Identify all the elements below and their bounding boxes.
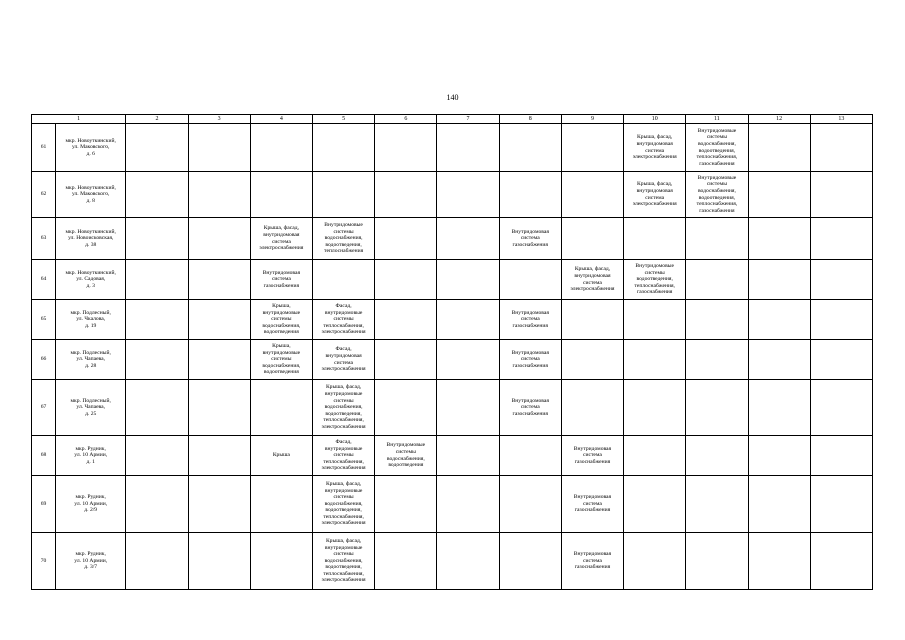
work-cell bbox=[312, 300, 374, 340]
work-cell bbox=[375, 380, 437, 436]
work-cell bbox=[375, 260, 437, 300]
work-cell bbox=[250, 172, 312, 218]
table-row bbox=[32, 476, 873, 533]
work-cell bbox=[250, 218, 312, 260]
work-cell bbox=[561, 436, 623, 476]
column-header: 1 bbox=[32, 115, 126, 124]
column-header: 3 bbox=[188, 115, 250, 124]
column-header: 12 bbox=[748, 115, 810, 124]
work-cell bbox=[686, 436, 748, 476]
address-cell: мкр. Подлесный, ул. Чкалова, д. 19 bbox=[56, 300, 126, 340]
column-header: 8 bbox=[499, 115, 561, 124]
work-cell bbox=[312, 172, 374, 218]
work-cell bbox=[437, 476, 499, 533]
work-cell bbox=[810, 436, 872, 476]
work-cell bbox=[126, 380, 188, 436]
work-cell bbox=[437, 380, 499, 436]
address-cell: мкр. Новоуткинский, ул. Новоисковская, д. 38 bbox=[56, 218, 126, 260]
work-cell bbox=[686, 218, 748, 260]
work-cell bbox=[126, 476, 188, 533]
work-cell bbox=[188, 218, 250, 260]
address-cell: мкр. Рудник, ул. 10 Армии, д. 3/7 bbox=[56, 533, 126, 590]
work-description: Внутридомовая система газоснабжения bbox=[573, 494, 612, 514]
work-cell bbox=[499, 124, 561, 172]
work-description: Крыша, фасад, внутридомовые системы водоснабжения, водоотведения, теплоснабжения, электроснабжения bbox=[321, 384, 366, 430]
work-description: Внутридомовая система газоснабжения bbox=[511, 397, 549, 417]
work-cell bbox=[312, 340, 374, 380]
table-body bbox=[32, 124, 873, 590]
work-cell bbox=[312, 218, 374, 260]
work-description: Внутридомовые системы водоснабжения, водоотведения bbox=[386, 442, 426, 469]
work-description: Внутридомовые системы водоснабжения, водоотведения, теплоснабжения bbox=[324, 222, 364, 255]
column-header: 4 bbox=[250, 115, 312, 124]
address-cell: мкр. Новоуткинский, ул. Маковского, д. 6 bbox=[56, 124, 126, 172]
work-cell bbox=[748, 436, 810, 476]
work-cell bbox=[686, 476, 748, 533]
work-cell bbox=[126, 218, 188, 260]
row-number: 65 bbox=[32, 300, 56, 340]
work-cell bbox=[375, 436, 437, 476]
work-cell bbox=[188, 436, 250, 476]
address-cell: мкр. Подлесный, ул. Чапаева, д. 25 bbox=[56, 380, 126, 436]
work-cell bbox=[126, 436, 188, 476]
work-cell bbox=[561, 172, 623, 218]
work-cell bbox=[748, 340, 810, 380]
work-cell bbox=[686, 380, 748, 436]
work-description: Крыша, внутридомовые системы водоснабжения, водоотведения bbox=[262, 343, 301, 376]
work-cell bbox=[375, 124, 437, 172]
work-cell bbox=[188, 340, 250, 380]
row-number: 68 bbox=[32, 436, 56, 476]
work-cell bbox=[312, 124, 374, 172]
work-cell bbox=[437, 340, 499, 380]
work-cell bbox=[561, 218, 623, 260]
table-row bbox=[32, 340, 873, 380]
work-cell bbox=[561, 533, 623, 590]
work-cell bbox=[499, 533, 561, 590]
table-row bbox=[32, 300, 873, 340]
work-cell bbox=[686, 300, 748, 340]
work-description: Внутридомовая система газоснабжения bbox=[262, 269, 301, 289]
address-cell: мкр. Новоуткинский, ул. Маковского, д. 8 bbox=[56, 172, 126, 218]
work-cell bbox=[312, 260, 374, 300]
work-cell bbox=[437, 172, 499, 218]
work-cell bbox=[499, 340, 561, 380]
column-header: 5 bbox=[312, 115, 374, 124]
work-cell bbox=[250, 340, 312, 380]
column-header: 11 bbox=[686, 115, 748, 124]
work-cell bbox=[437, 300, 499, 340]
work-description: Внутридомовая система газоснабжения bbox=[573, 445, 612, 465]
work-description: Крыша, фасад, внутридомовая система электроснабжения bbox=[632, 134, 677, 161]
row-number: 69 bbox=[32, 476, 56, 533]
work-cell bbox=[561, 300, 623, 340]
work-cell bbox=[312, 533, 374, 590]
work-cell bbox=[375, 300, 437, 340]
repair-schedule-table bbox=[31, 114, 873, 590]
work-cell bbox=[250, 260, 312, 300]
work-cell bbox=[250, 436, 312, 476]
work-description: Крыша, фасад, внутридомовая система электроснабжения bbox=[570, 266, 615, 293]
work-cell bbox=[810, 340, 872, 380]
work-cell bbox=[810, 124, 872, 172]
work-cell bbox=[499, 218, 561, 260]
work-cell bbox=[312, 476, 374, 533]
column-header: 2 bbox=[126, 115, 188, 124]
work-cell bbox=[561, 476, 623, 533]
work-description: Крыша, фасад, внутридомовая система электроснабжения bbox=[259, 225, 304, 252]
work-cell bbox=[561, 340, 623, 380]
work-cell bbox=[126, 172, 188, 218]
work-cell bbox=[561, 124, 623, 172]
work-cell bbox=[561, 380, 623, 436]
work-cell bbox=[499, 380, 561, 436]
work-cell bbox=[126, 533, 188, 590]
work-cell bbox=[810, 533, 872, 590]
work-cell bbox=[126, 124, 188, 172]
address-cell: мкр. Рудник, ул. 10 Армии, д. 2/9 bbox=[56, 476, 126, 533]
column-header: 10 bbox=[624, 115, 686, 124]
work-cell bbox=[312, 436, 374, 476]
work-description: Внутридомовые системы водоотведения, теплоснабжения, газоснабжения bbox=[634, 263, 675, 296]
row-number: 61 bbox=[32, 124, 56, 172]
address-cell: мкр. Рудник, ул. 10 Армии, д. 1 bbox=[56, 436, 126, 476]
work-description: Внутридомовая система газоснабжения bbox=[511, 349, 549, 369]
work-cell bbox=[624, 476, 686, 533]
work-description: Крыша, фасад, внутридомовая система электроснабжения bbox=[632, 181, 677, 208]
work-cell bbox=[561, 260, 623, 300]
table-row bbox=[32, 380, 873, 436]
work-cell bbox=[437, 260, 499, 300]
work-cell bbox=[375, 218, 437, 260]
column-header: 13 bbox=[810, 115, 872, 124]
work-cell bbox=[499, 436, 561, 476]
work-cell bbox=[624, 124, 686, 172]
table-row bbox=[32, 218, 873, 260]
work-cell bbox=[499, 260, 561, 300]
work-cell bbox=[810, 218, 872, 260]
row-number: 70 bbox=[32, 533, 56, 590]
work-cell bbox=[188, 172, 250, 218]
work-cell bbox=[686, 172, 748, 218]
row-number: 62 bbox=[32, 172, 56, 218]
work-cell bbox=[499, 300, 561, 340]
column-header: 9 bbox=[561, 115, 623, 124]
work-cell bbox=[624, 260, 686, 300]
work-cell bbox=[686, 340, 748, 380]
row-number: 67 bbox=[32, 380, 56, 436]
work-description: Крыша bbox=[272, 452, 290, 459]
work-description: Внутридомовые системы водоснабжения, водоотведения, теплоснабжения, газоснабжения bbox=[696, 127, 738, 167]
address-cell: мкр. Новоуткинский, ул. Садовая, д. 3 bbox=[56, 260, 126, 300]
address-cell: мкр. Подлесный, ул. Чапаева, д. 28 bbox=[56, 340, 126, 380]
table-row bbox=[32, 172, 873, 218]
work-cell bbox=[312, 380, 374, 436]
work-cell bbox=[624, 172, 686, 218]
column-header: 6 bbox=[375, 115, 437, 124]
work-cell bbox=[437, 218, 499, 260]
work-cell bbox=[810, 260, 872, 300]
work-cell bbox=[810, 300, 872, 340]
work-description: Крыша, фасад, внутридомовые системы водоснабжения, водоотведения, теплоснабжения, электроснабжения bbox=[321, 480, 366, 527]
table-row bbox=[32, 436, 873, 476]
work-cell bbox=[686, 124, 748, 172]
work-cell bbox=[437, 533, 499, 590]
work-cell bbox=[437, 436, 499, 476]
work-cell bbox=[375, 172, 437, 218]
table-row bbox=[32, 533, 873, 590]
row-number: 66 bbox=[32, 340, 56, 380]
work-cell bbox=[188, 533, 250, 590]
work-cell bbox=[748, 533, 810, 590]
work-cell bbox=[624, 533, 686, 590]
work-cell bbox=[624, 300, 686, 340]
work-description: Фасад, внутридомовые системы теплоснабжения, электроснабжения bbox=[321, 439, 366, 472]
work-cell bbox=[748, 172, 810, 218]
work-cell bbox=[437, 124, 499, 172]
work-cell bbox=[748, 124, 810, 172]
row-number: 63 bbox=[32, 218, 56, 260]
work-cell bbox=[748, 300, 810, 340]
work-cell bbox=[250, 300, 312, 340]
work-cell bbox=[126, 340, 188, 380]
work-cell bbox=[810, 380, 872, 436]
work-cell bbox=[624, 436, 686, 476]
row-number: 64 bbox=[32, 260, 56, 300]
work-description: Крыша, фасад, внутридомовые системы водоснабжения, водоотведения, теплоснабжения, электроснабжения bbox=[321, 537, 366, 584]
work-description: Внутридомовая система газоснабжения bbox=[573, 551, 612, 571]
page-number: 140 bbox=[446, 93, 459, 102]
work-cell bbox=[250, 124, 312, 172]
work-cell bbox=[810, 172, 872, 218]
work-description: Внутридомовая система газоснабжения bbox=[511, 309, 549, 329]
work-description: Внутридомовая система газоснабжения bbox=[511, 228, 549, 248]
work-description: Внутридомовые системы водоснабжения, водоотведения, теплоснабжения, газоснабжения bbox=[696, 174, 738, 214]
work-description: Крыша, внутридомовые системы водоснабжения, водоотведения bbox=[262, 303, 301, 336]
work-cell bbox=[250, 533, 312, 590]
work-cell bbox=[375, 533, 437, 590]
work-cell bbox=[126, 260, 188, 300]
work-cell bbox=[250, 380, 312, 436]
column-header: 7 bbox=[437, 115, 499, 124]
work-cell bbox=[748, 260, 810, 300]
work-cell bbox=[499, 476, 561, 533]
work-cell bbox=[748, 218, 810, 260]
work-cell bbox=[748, 476, 810, 533]
work-cell bbox=[624, 340, 686, 380]
work-cell bbox=[188, 476, 250, 533]
work-cell bbox=[126, 300, 188, 340]
work-cell bbox=[188, 300, 250, 340]
work-description: Фасад, внутридомовая система электроснабжения bbox=[321, 346, 366, 373]
work-cell bbox=[686, 533, 748, 590]
work-cell bbox=[810, 476, 872, 533]
table-row bbox=[32, 124, 873, 172]
work-cell bbox=[375, 476, 437, 533]
column-number-row bbox=[32, 115, 873, 124]
work-cell bbox=[188, 124, 250, 172]
work-cell bbox=[624, 380, 686, 436]
work-cell bbox=[499, 172, 561, 218]
work-description: Фасад, внутридомовые системы теплоснабжения, электроснабжения bbox=[321, 303, 366, 336]
work-cell bbox=[748, 380, 810, 436]
work-cell bbox=[375, 340, 437, 380]
work-cell bbox=[686, 260, 748, 300]
table-row bbox=[32, 260, 873, 300]
work-cell bbox=[624, 218, 686, 260]
work-cell bbox=[188, 380, 250, 436]
work-cell bbox=[188, 260, 250, 300]
work-cell bbox=[250, 476, 312, 533]
